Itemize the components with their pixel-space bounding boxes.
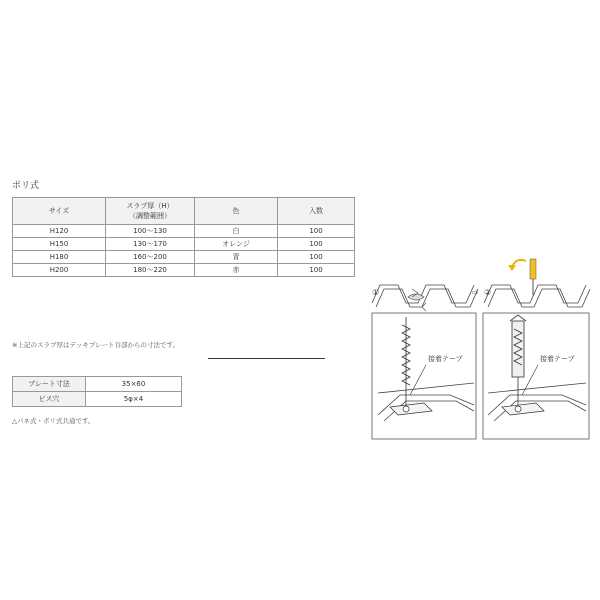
cell-quantity: 100 [278, 264, 355, 277]
cell-color: 赤 [195, 264, 278, 277]
deck-plate-2 [484, 285, 590, 307]
table-row [13, 238, 355, 251]
cell-color: 白 [195, 225, 278, 238]
header-quantity: 入数 [278, 198, 355, 225]
cell-quantity: 100 [278, 225, 355, 238]
cell-color: オレンジ [195, 238, 278, 251]
detail-box-1 [372, 313, 476, 439]
header-slab-range: （調整範囲） [129, 212, 171, 220]
tape-label-1: 接着テープ [428, 355, 463, 363]
detail-box-2 [483, 313, 589, 439]
step-arrow: ⇨ [472, 288, 479, 297]
cell-quantity: 100 [278, 251, 355, 264]
table-row [13, 264, 355, 277]
installation-diagram [370, 255, 592, 440]
cell-size: H120 [13, 225, 106, 238]
cell-size: H150 [13, 238, 106, 251]
cell-slab: 100～130 [106, 225, 195, 238]
table-row [13, 377, 182, 392]
spec-table [12, 197, 355, 277]
cell-slab: 160～200 [106, 251, 195, 264]
slab-note: ※上記のスラブ厚はデッキプレート谷部からの寸法です。 [12, 341, 180, 349]
cell-quantity: 100 [278, 238, 355, 251]
cell-screw-hole-label: ビス穴 [13, 392, 86, 407]
header-slab [106, 198, 195, 225]
table-row [13, 225, 355, 238]
cell-slab: 130～170 [106, 238, 195, 251]
header-color: 色 [195, 198, 278, 225]
spec-table-header-row [13, 198, 355, 225]
cell-plate-size-label: プレート寸法 [13, 377, 86, 392]
step-2-number: ② [484, 288, 492, 297]
divider-line [208, 358, 325, 359]
tape-label-2: 接着テープ [540, 355, 575, 363]
cell-size: H200 [13, 264, 106, 277]
header-slab-label: スラブ厚（H） [126, 202, 174, 210]
cell-plate-size-value: 35×60 [86, 377, 182, 392]
common-note: △パネ式・ポリ式共通です。 [12, 417, 95, 425]
header-size: サイズ [13, 198, 106, 225]
cell-size: H180 [13, 251, 106, 264]
section-title: ポリ式 [12, 181, 40, 191]
table-row [13, 251, 355, 264]
step-1-number: ① [372, 288, 380, 297]
cell-color: 青 [195, 251, 278, 264]
cell-slab: 180～220 [106, 264, 195, 277]
cell-screw-hole-value: 5φ×4 [86, 392, 182, 407]
hand-insert-icon [408, 289, 426, 311]
table-row [13, 392, 182, 407]
plate-table [12, 376, 182, 407]
